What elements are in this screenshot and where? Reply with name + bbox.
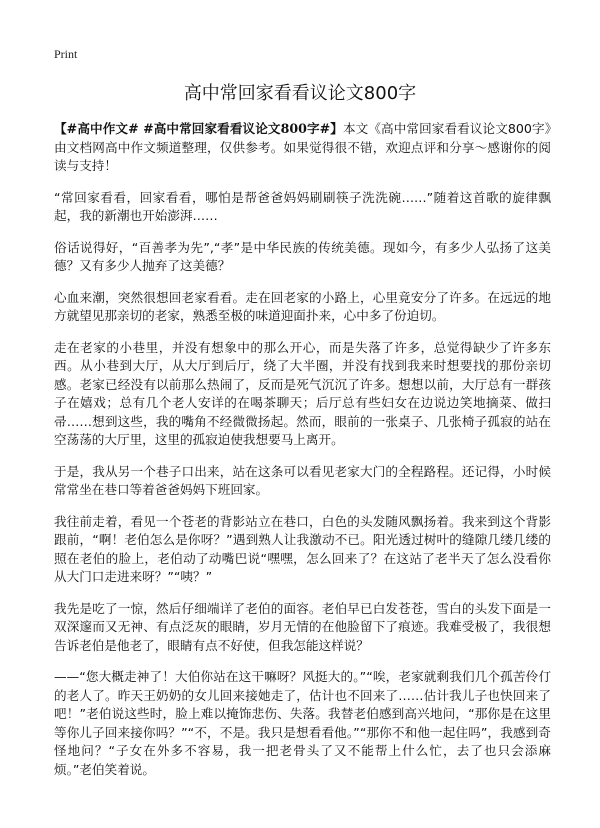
intro-text: 本文《高中常回家看看议论文800字》由文档网高中作文频道整理，仅供参考。如果觉得很不错，欢迎点评和分享～感谢你的阅读与支持！ <box>54 121 551 173</box>
article-body <box>54 120 551 792</box>
print-link[interactable]: Print <box>54 47 78 61</box>
article-title: 高中常回家看看议论文800字 <box>183 83 417 104</box>
paragraph-7: 我先是吃了一惊，然后仔细端详了老伯的面容。老伯早已白发苍苍，雪白的头发下面是一双深邃而又无神、有点泛灰的眼睛，岁月无情的在他脸留下了痕迹。我难受极了，我很想告诉老伯是他老了，眼睛有点不好使，但我怎能这样说？ <box>54 600 551 653</box>
paragraph-4: 走在老家的小巷里，并没有想象中的那么开心，而是失落了许多，总觉得缺少了许多东西。从小巷到大厅，从大厅到后厅，绕了大半圈，并没有找到我来时想要找的那份亲切感。老家已经没有以前那么热闹了，反而是死气沉沉了许多。想想以前，大厅总有一群孩子在嬉戏；总有几个老人安详的在喝茶聊天；后厅总有些妇女在边说边笑地摘菜、做扫帚……想到这些，我的嘴角不经微微扬起。然而，眼前的一张桌子、几张椅子孤寂的站在空荡荡的大厅里，这里的孤寂迫使我想要马上离开。 <box>54 339 551 447</box>
paragraph-2: 俗话说得好，“百善孝为先”,“孝”是中华民族的传统美德。现如今，有多少人弘扬了这美德？又有多少人抛弃了这美德？ <box>54 239 551 273</box>
intro-tag: 【#高中作文# #高中常回家看看议论文800字#】 <box>54 121 343 136</box>
paragraph-8: ——“您大概走神了！大伯你站在这干嘛呀？风挺大的。”“唉，老家就剩我们几个孤苦伶仃的老人了。昨天王奶奶的女儿回来接她走了，估计也不回来了……估计我儿子也快回来了吧！”老伯说这些时，脸上难以掩饰悲伤、失落。我替老伯感到高兴地问，“那你是在这里等你儿子回来接你吗？”“不，不是。我只是想看看他。”“那你不和他一起住吗”，我感到奇怪地问？“子女在外多不容易，我一把老骨头了又不能帮上什么忙，去了也只会添麻烦。”老伯笑着说。 <box>54 669 551 777</box>
paragraph-1: “常回家看看，回家看看，哪怕是帮爸爸妈妈刷刷筷子洗洗碗……”随着这首歌的旋律飘起，我的新潮也开始澎湃…… <box>54 189 551 223</box>
paragraph-5: 于是，我从另一个巷子口出来，站在这条可以看见老家大门的全程路程。还记得，小时候常常坐在巷口等着爸爸妈妈下班回家。 <box>54 463 551 497</box>
paragraph-6: 我往前走着，看见一个苍老的背影站立在巷口，白色的头发随风飘扬着。我来到这个背影跟前，“啊！老伯怎么是你呀？”遇到熟人让我激动不已。阳光透过树叶的缝隙几缕几缕的照在老伯的脸上，老伯动了动嘴巴说“嘿嘿，怎么回来了？在这站了老半天了怎么没看你从大门口走进来呀？”“咦？” <box>54 513 551 584</box>
intro-paragraph <box>54 120 551 176</box>
paragraph-3: 心血来潮，突然很想回老家看看。走在回老家的小路上，心里竟安分了许多。在远远的地方就望见那亲切的老家，熟悉至极的味道迎面扑来，心中多了份迫切。 <box>54 289 551 323</box>
